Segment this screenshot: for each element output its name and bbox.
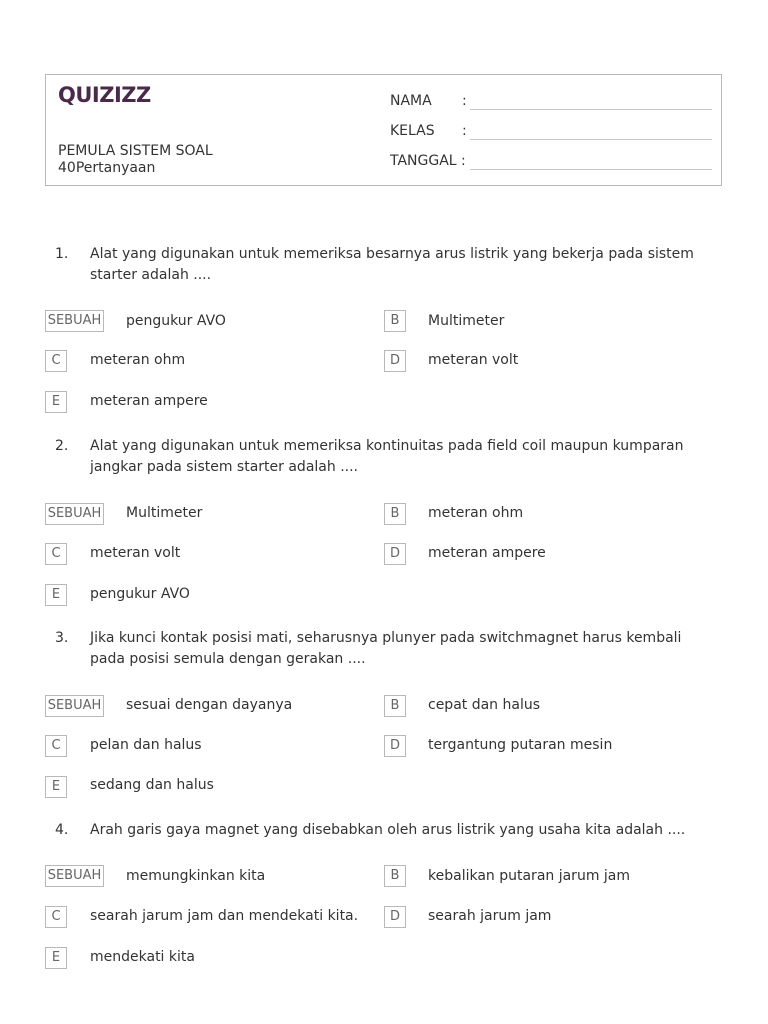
option-d-text: meteran volt <box>428 352 519 368</box>
date-field <box>390 151 712 171</box>
option-a-text: memungkinkan kita <box>126 868 266 884</box>
question-text: Jika kunci kontak posisi mati, seharusnya plunyer pada switchmagnet harus kembali pada posisi semula dengan gerakan .... <box>90 630 682 667</box>
option-d-box: D <box>384 543 406 565</box>
option-e-text: pengukur AVO <box>90 586 190 602</box>
option-e-box: E <box>45 391 67 413</box>
question-number: 1. <box>55 246 69 262</box>
option-b-box: B <box>384 503 406 525</box>
class-colon: : <box>462 123 467 139</box>
option-c-text: pelan dan halus <box>90 737 202 753</box>
option-b-box: B <box>384 695 406 717</box>
quizizz-logo: QUIZIZZ <box>58 83 151 107</box>
name-line <box>470 109 712 110</box>
question-text: Arah garis gaya magnet yang disebabkan oleh arus listrik yang usaha kita adalah .... <box>90 822 686 838</box>
option-b-box: B <box>384 865 406 887</box>
question-count: 40Pertanyaan <box>58 160 156 176</box>
option-d-text: searah jarum jam <box>428 908 552 924</box>
option-a-box: SEBUAH <box>45 865 104 887</box>
option-e-box: E <box>45 584 67 606</box>
option-b-box: B <box>384 310 406 332</box>
option-b-text: meteran ohm <box>428 505 524 521</box>
name-label: NAMA <box>390 93 432 109</box>
option-c-text: searah jarum jam dan mendekati kita. <box>90 908 359 924</box>
class-label: KELAS <box>390 123 435 139</box>
class-line <box>470 139 712 140</box>
option-e-text: mendekati kita <box>90 949 195 965</box>
question-text: Alat yang digunakan untuk memeriksa besarnya arus listrik yang bekerja pada sistem starter adalah .... <box>90 246 694 283</box>
option-d-text: tergantung putaran mesin <box>428 737 613 753</box>
option-a-box: SEBUAH <box>45 695 104 717</box>
option-c-box: C <box>45 543 67 565</box>
question-text: Alat yang digunakan untuk memeriksa kontinuitas pada field coil maupun kumparan jangkar pada sistem starter adalah .... <box>90 438 684 475</box>
option-b-text: kebalikan putaran jarum jam <box>428 868 631 884</box>
quiz-title: PEMULA SISTEM SOAL <box>58 143 213 159</box>
option-c-text: meteran volt <box>90 545 181 561</box>
option-b-text: cepat dan halus <box>428 697 541 713</box>
option-b-text: Multimeter <box>428 313 505 329</box>
question-number: 4. <box>55 822 69 838</box>
question-number: 2. <box>55 438 69 454</box>
option-d-box: D <box>384 735 406 757</box>
option-d-text: meteran ampere <box>428 545 546 561</box>
name-field <box>390 91 712 111</box>
date-label: TANGGAL : <box>390 153 466 169</box>
option-a-text: pengukur AVO <box>126 313 226 329</box>
option-a-text: sesuai dengan dayanya <box>126 697 293 713</box>
date-line <box>470 169 712 170</box>
option-d-box: D <box>384 350 406 372</box>
option-a-box: SEBUAH <box>45 310 104 332</box>
option-a-box: SEBUAH <box>45 503 104 525</box>
option-a-text: Multimeter <box>126 505 203 521</box>
option-e-box: E <box>45 947 67 969</box>
option-d-box: D <box>384 906 406 928</box>
worksheet-header <box>45 74 722 186</box>
question-number: 3. <box>55 630 69 646</box>
option-c-box: C <box>45 906 67 928</box>
option-e-box: E <box>45 776 67 798</box>
option-c-box: C <box>45 735 67 757</box>
option-e-text: sedang dan halus <box>90 777 214 793</box>
class-field <box>390 121 712 141</box>
option-e-text: meteran ampere <box>90 393 208 409</box>
name-colon: : <box>462 93 467 109</box>
option-c-box: C <box>45 350 67 372</box>
option-c-text: meteran ohm <box>90 352 186 368</box>
